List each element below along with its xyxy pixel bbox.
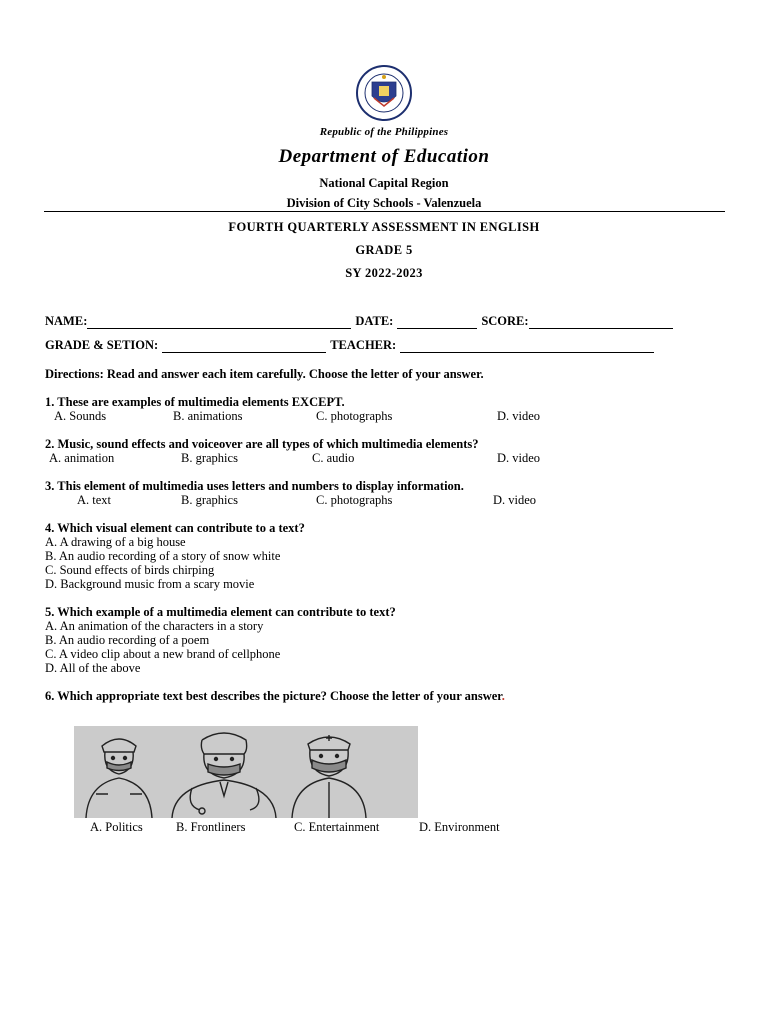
- score-label: SCORE:: [481, 314, 529, 328]
- question-1: 1. These are examples of multimedia elements EXCEPT.: [45, 395, 345, 409]
- q2-option-d: D. video: [497, 451, 541, 465]
- republic-heading: Republic of the Philippines: [319, 126, 449, 138]
- q4-option-c: C. Sound effects of birds chirping: [45, 563, 215, 577]
- question-5: 5. Which example of a multimedia element can contribute to text?: [45, 605, 396, 619]
- q4-option-a: A. A drawing of a big house: [45, 535, 186, 549]
- q2-option-a: A. animation: [49, 451, 115, 465]
- region-heading: National Capital Region: [319, 176, 449, 190]
- deped-seal-logo: [350, 64, 418, 122]
- q2-option-b: B. graphics: [181, 451, 238, 465]
- q3-option-a: A. text: [77, 493, 112, 507]
- q6-option-a: A. Politics: [90, 820, 143, 834]
- q5-option-a: A. An animation of the characters in a story: [45, 619, 264, 633]
- score-field[interactable]: [529, 316, 673, 329]
- q5-option-c: C. A video clip about a new brand of cellphone: [45, 647, 281, 661]
- q4-option-d: D. Background music from a scary movie: [45, 577, 255, 591]
- header-divider: [44, 211, 725, 212]
- exam-title: FOURTH QUARTERLY ASSESSMENT IN ENGLISH: [228, 220, 540, 234]
- q6-option-b: B. Frontliners: [176, 820, 246, 834]
- question-3: 3. This element of multimedia uses letters and numbers to display information.: [45, 479, 464, 493]
- q4-option-b: B. An audio recording of a story of snow white: [45, 549, 281, 563]
- q5-option-d: D. All of the above: [45, 661, 141, 675]
- grade-section-label: GRADE & SETION:: [45, 338, 159, 352]
- date-field[interactable]: [397, 316, 477, 329]
- q5-option-b: B. An audio recording of a poem: [45, 633, 210, 647]
- question-2: 2. Music, sound effects and voiceover are all types of which multimedia elements?: [45, 437, 479, 451]
- student-info-row-2: [45, 338, 658, 353]
- teacher-field[interactable]: [400, 340, 654, 353]
- question-6-end-mark: .: [501, 689, 505, 703]
- q3-option-c: C. photographs: [316, 493, 393, 507]
- exam-grade: GRADE 5: [355, 243, 413, 257]
- name-label: NAME:: [45, 314, 88, 328]
- directions-text: Directions: Read and answer each item carefully. Choose the letter of your answer.: [45, 367, 484, 381]
- student-info-row-1: [45, 314, 677, 329]
- date-label: DATE:: [355, 314, 394, 328]
- q6-option-c: C. Entertainment: [294, 820, 380, 834]
- frontliners-drawing-image: [74, 726, 418, 818]
- q1-option-d: D. video: [497, 409, 541, 423]
- q1-option-a: A. Sounds: [54, 409, 107, 423]
- name-field[interactable]: [87, 316, 351, 329]
- q2-option-c: C. audio: [312, 451, 355, 465]
- grade-section-field[interactable]: [162, 340, 326, 353]
- division-heading: Division of City Schools - Valenzuela: [286, 196, 482, 210]
- q3-option-b: B. graphics: [181, 493, 238, 507]
- q3-option-d: D. video: [493, 493, 537, 507]
- department-heading: Department of Education: [278, 146, 490, 167]
- exam-school-year: SY 2022-2023: [345, 266, 423, 280]
- q1-option-c: C. photographs: [316, 409, 393, 423]
- q6-option-d: D. Environment: [419, 820, 500, 834]
- question-6-text: 6. Which appropriate text best describes the picture? Choose the letter of your answer: [45, 689, 502, 703]
- question-4: 4. Which visual element can contribute to a text?: [45, 521, 305, 535]
- question-6: [45, 689, 505, 704]
- q1-option-b: B. animations: [173, 409, 243, 423]
- teacher-label: TEACHER:: [330, 338, 397, 352]
